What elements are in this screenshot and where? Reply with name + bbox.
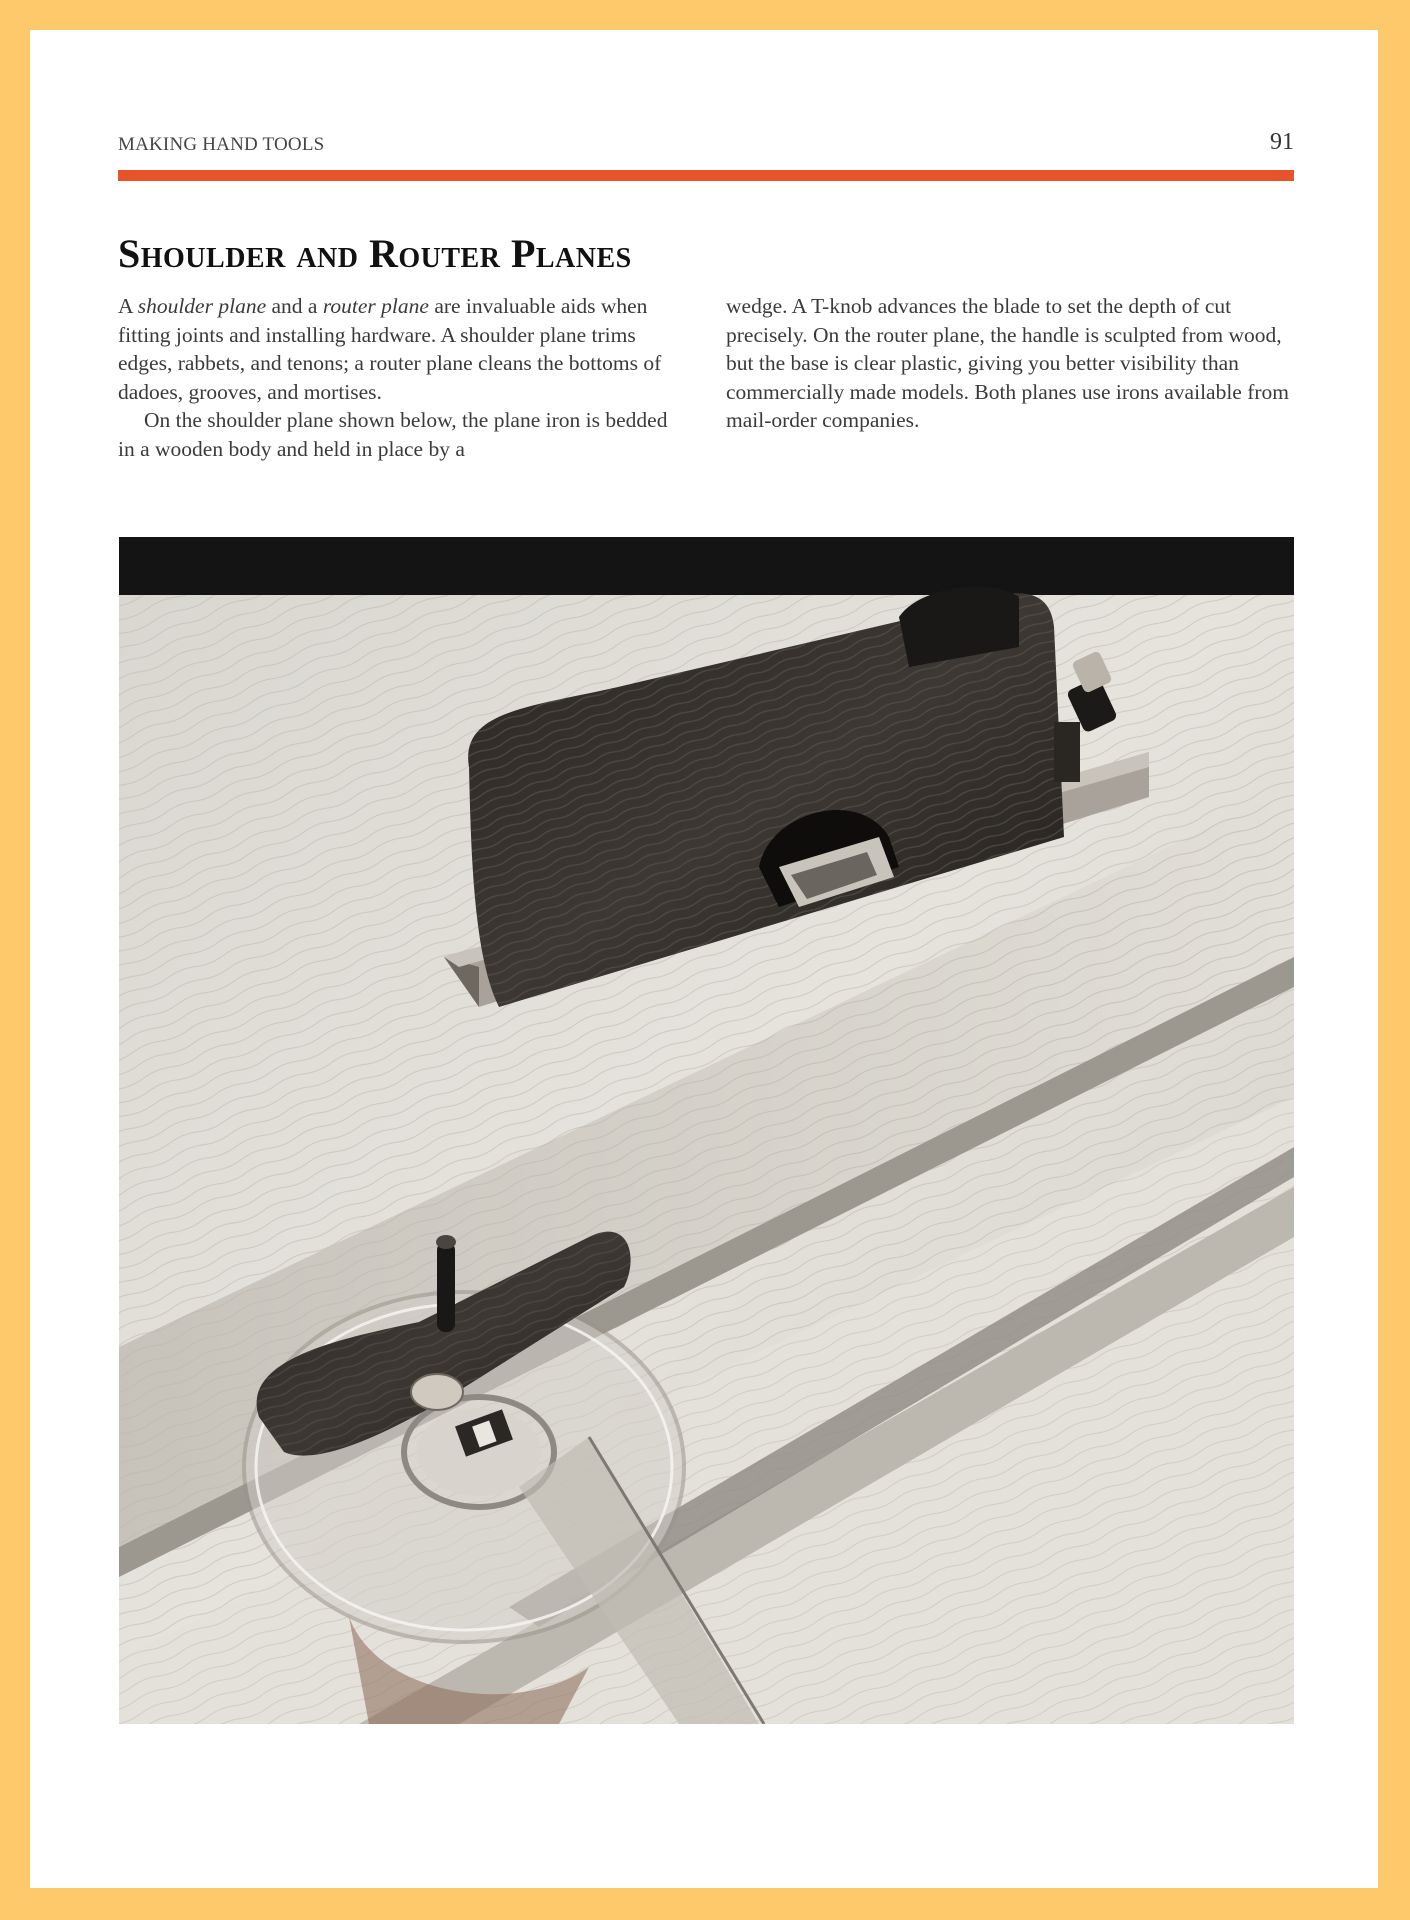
page-number: 91 <box>1270 129 1294 155</box>
paragraph-router-plane: wedge. A T-knob advances the blade to set the depth of cut precisely. On the router plane, the handle is sculpted from wood, but the base is clear plastic, giving you better visibility than commercially made models. Both planes use irons available from mail-order companies. <box>726 294 1290 433</box>
article-title: Shoulder and Router Planes <box>118 231 632 276</box>
left-column <box>118 292 686 464</box>
right-column <box>726 292 1294 464</box>
term-shoulder-plane: shoulder plane <box>137 294 267 318</box>
intro-text-b: and a <box>266 294 323 318</box>
header-rule <box>118 170 1294 181</box>
term-router-plane: router plane <box>322 294 429 318</box>
book-page <box>30 30 1378 1888</box>
intro-text-c: are invaluable aids when fitting joints and installing hardware. A shoulder plane trims edges, rabbets, and tenons; a router plane cleans the bottoms of dadoes, grooves, and mortises. <box>118 294 662 404</box>
body-text <box>118 292 1294 464</box>
running-head: MAKING HAND TOOLS <box>118 134 325 155</box>
paragraph-shoulder-plane: On the shoulder plane shown below, the plane iron is bedded in a wooden body and held in place by a <box>118 408 668 461</box>
paragraph-intro <box>118 292 686 406</box>
photo-shoulder-and-router-planes <box>119 537 1294 1724</box>
intro-text-a: A <box>118 294 138 318</box>
